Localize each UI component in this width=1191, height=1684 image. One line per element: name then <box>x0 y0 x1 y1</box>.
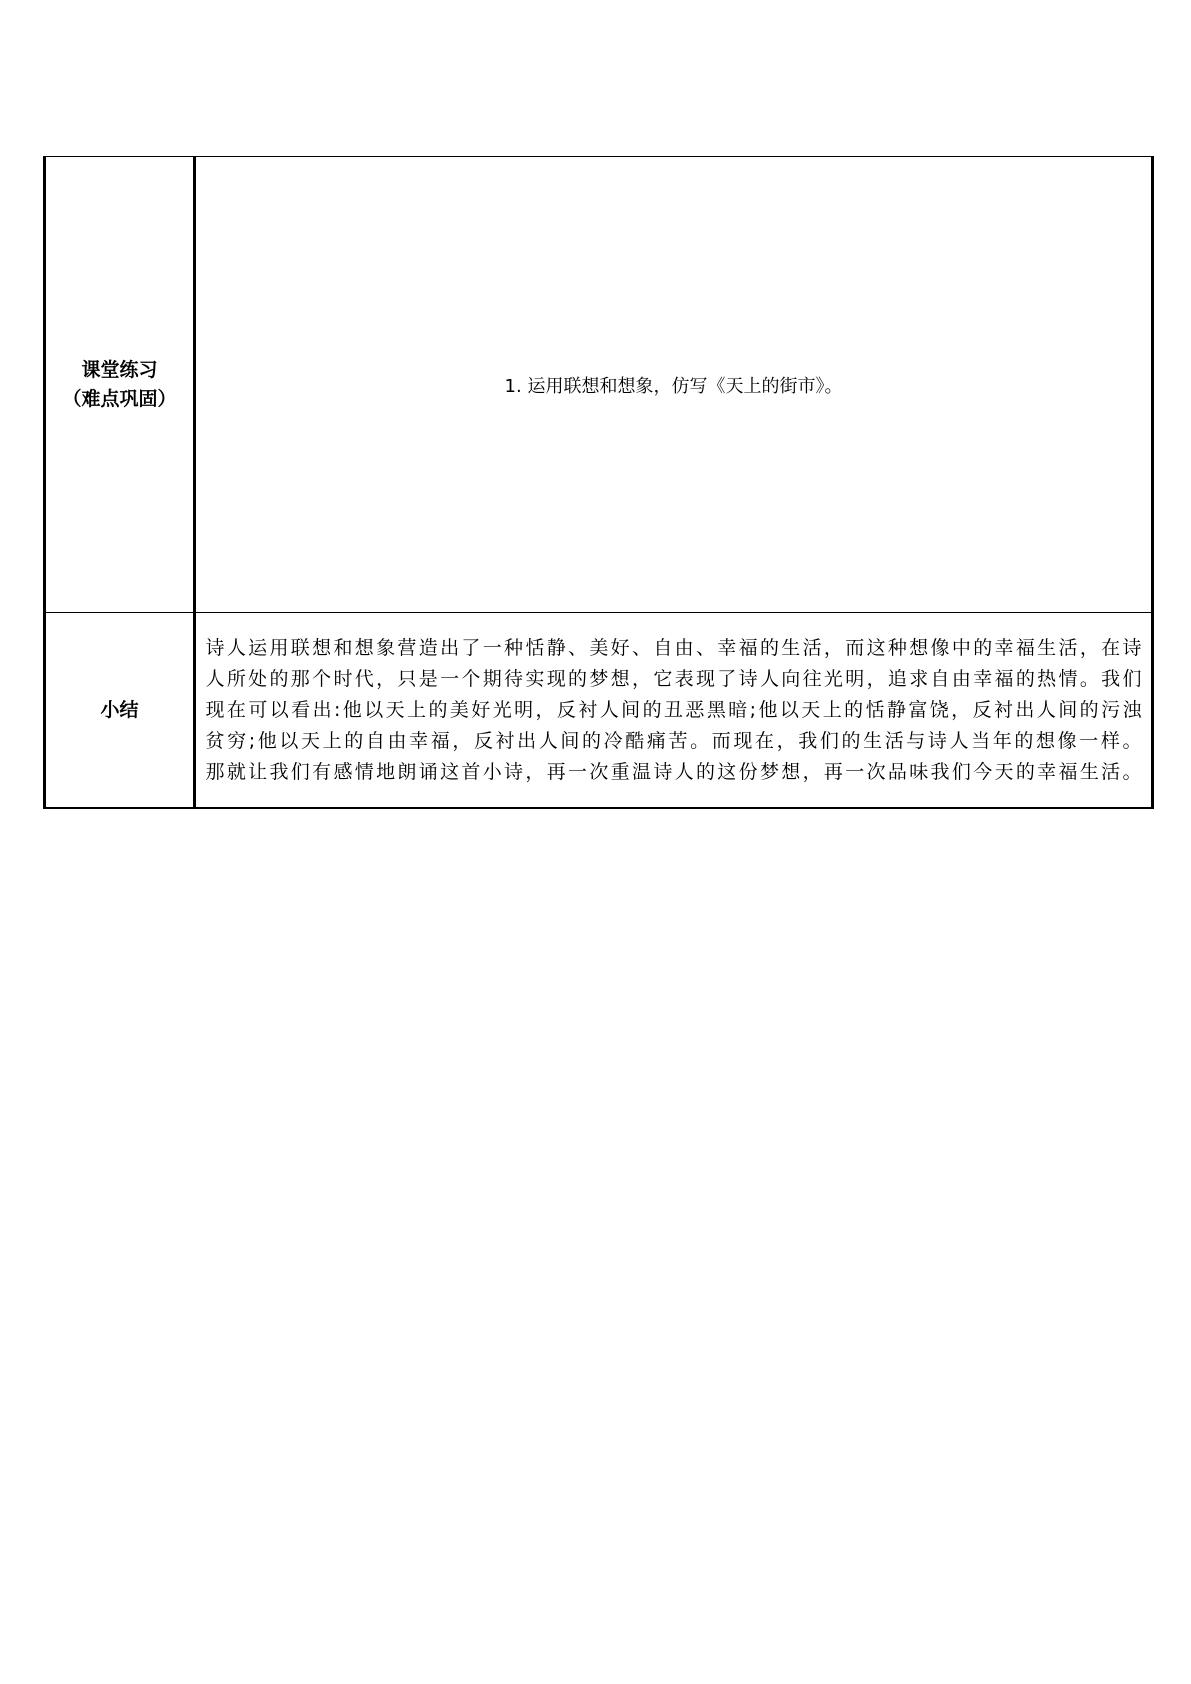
summary-line: 诗人运用联想和想象营造出了一种恬静、美好、自由、幸福的生活，而这种想像中的幸福生活，在诗 <box>205 636 1142 659</box>
summary-paragraph <box>206 633 1142 788</box>
summary-label-cell <box>46 613 193 807</box>
summary-line: 人所处的那个时代，只是一个期待实现的梦想，它表现了诗人向往光明，追求自由幸福的热情。我们 <box>205 667 1142 690</box>
summary-line: 那就让我们有感情地朗诵这首小诗，再一次重温诗人的这份梦想，再一次品味我们今天的幸福生活。 <box>205 760 1142 783</box>
summary-content-cell <box>196 613 1151 807</box>
practice-item-1: 1. 运用联想和想象，仿写《天上的街市》。 <box>504 375 843 397</box>
summary-line: 贫穷;他以天上的自由幸福，反衬出人间的冷酷痛苦。而现在，我们的生活与诗人当年的想像一样。 <box>205 729 1142 752</box>
lesson-table <box>43 156 1154 809</box>
classroom-practice-content-cell <box>196 157 1151 612</box>
summary-label: 小结 <box>100 698 139 721</box>
classroom-practice-sublabel: （难点巩固） <box>62 387 177 410</box>
classroom-practice-label-cell <box>46 157 193 612</box>
classroom-practice-label: 课堂练习 <box>81 358 158 381</box>
summary-line: 现在可以看出:他以天上的美好光明，反衬人间的丑恶黑暗;他以天上的恬静富饶，反衬出人间的污浊 <box>205 698 1142 721</box>
